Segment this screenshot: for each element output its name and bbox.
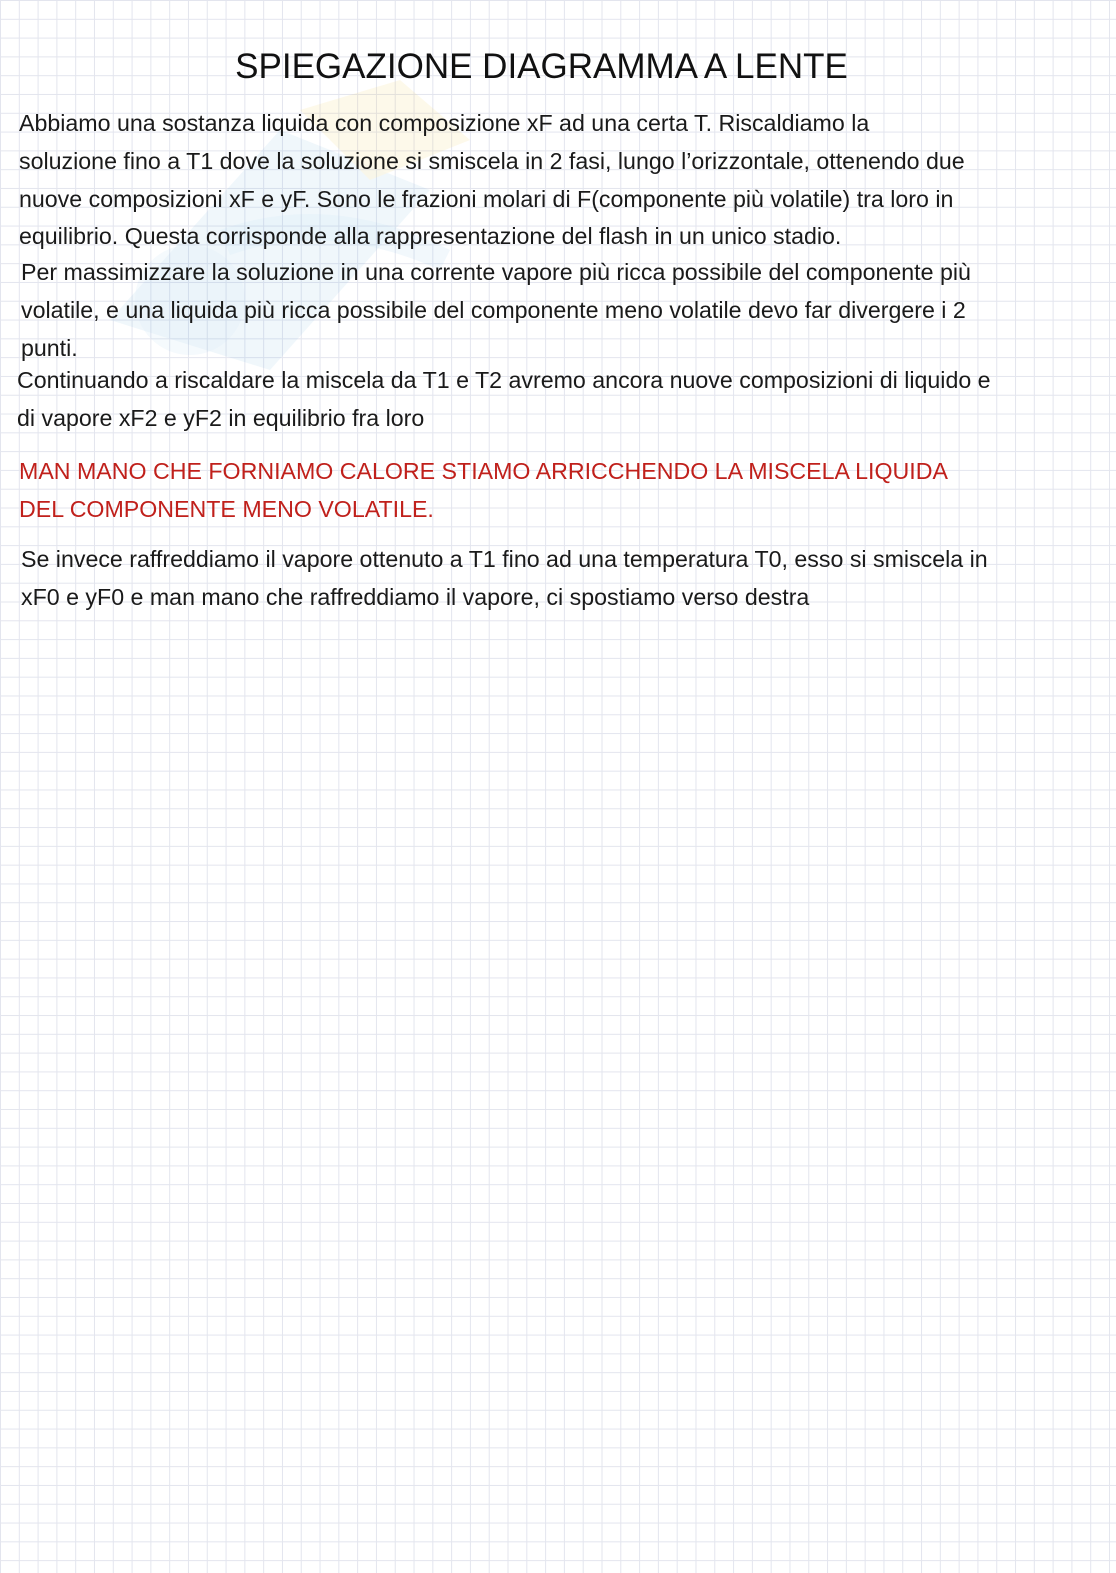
text-line: xF0 e yF0 e man mano che raffreddiamo il vapore, ci spostiamo verso destra	[21, 583, 810, 610]
paragraph-emphasis	[19, 453, 948, 529]
text-line: di vapore xF2 e yF2 in equilibrio fra loro	[17, 404, 425, 431]
text-line: equilibrio. Questa corrisponde alla rappresentazione del flash in un unico stadio.	[19, 223, 842, 250]
page-title: SPIEGAZIONE DIAGRAMMA A LENTE	[235, 47, 848, 86]
text-line: Abbiamo una sostanza liquida con composizione xF ad una certa T. Riscaldiamo la	[19, 110, 870, 136]
paragraph-continuando	[17, 362, 991, 438]
text-line: volatile, e una liquida più ricca possibile del componente meno volatile devo far divergere i 2	[21, 296, 966, 323]
text-line: Per massimizzare la soluzione in una corrente vapore più ricca possibile del componente più	[21, 259, 971, 285]
text-line: soluzione fino a T1 dove la soluzione si smiscela in 2 fasi, lungo l’orizzontale, ottenendo due	[19, 147, 965, 174]
text-line: punti.	[21, 334, 78, 361]
paragraph-intro	[19, 105, 965, 256]
text-line: Se invece raffreddiamo il vapore ottenuto a T1 fino ad una temperatura T0, esso si smiscela in	[21, 546, 988, 572]
text-line: nuove composizioni xF e yF. Sono le frazioni molari di F(componente più volatile) tra loro in	[19, 185, 954, 212]
text-line: DEL COMPONENTE MENO VOLATILE.	[19, 495, 434, 522]
paragraph-massimizzare	[21, 254, 971, 367]
paragraph-raffreddiamo	[21, 541, 988, 617]
text-line: MAN MANO CHE FORNIAMO CALORE STIAMO ARRICCHENDO LA MISCELA LIQUIDA	[19, 458, 948, 484]
text-line: Continuando a riscaldare la miscela da T1 e T2 avremo ancora nuove composizioni di liquido e	[17, 367, 991, 393]
